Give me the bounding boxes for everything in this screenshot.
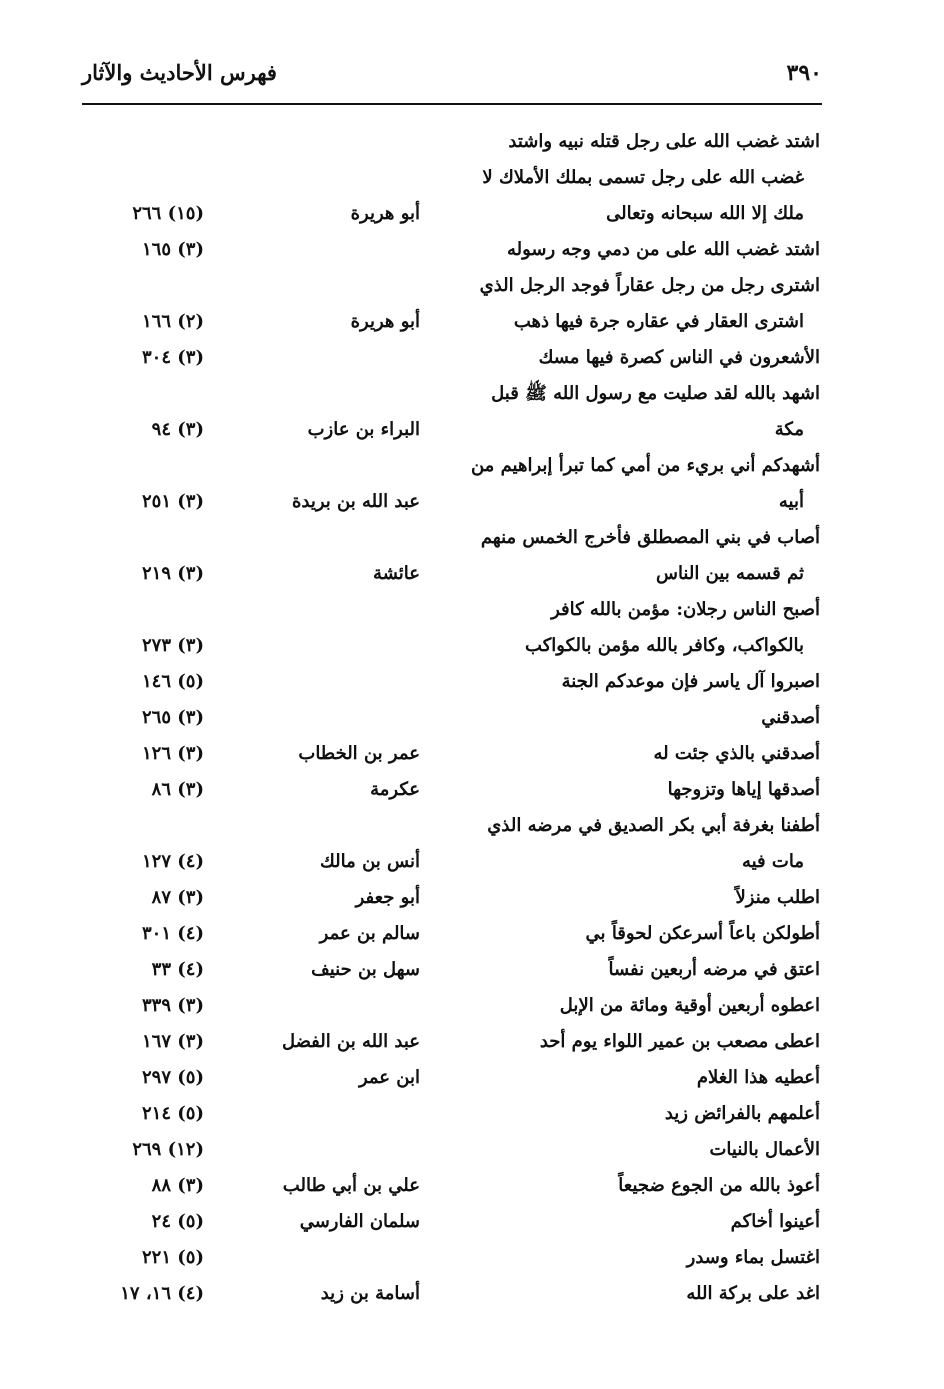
hadith-text: اشهد بالله لقد صليت مع رسول الله ﷺ قبل [491,383,820,404]
entry-line [0,556,944,592]
entry-line [0,1024,944,1060]
index-entry [0,664,944,700]
volume-page-ref: (٤) ٣٣ [151,959,204,980]
volume-page-ref: (٥) ٢٩٧ [141,1067,204,1088]
entry-line [0,1276,944,1312]
index-entry [0,808,944,880]
narrator: سهل بن حنيف [311,959,420,980]
hadith-text: أصدقها إياها وتزوجها [667,779,820,800]
hadith-text: بالكواكب، وكافر بالله مؤمن بالكواكب [525,635,804,656]
entry-line [0,1240,944,1276]
index-entry [0,232,944,268]
index-entry [0,124,944,232]
narrator: عبد الله بن بريدة [291,491,420,512]
entry-line [0,808,944,844]
entry-line [0,736,944,772]
volume-page-ref: (٣) ٨٨ [151,1175,204,1196]
index-entry [0,988,944,1024]
index-entry [0,880,944,916]
index-entry [0,520,944,592]
volume-page-ref: (٣) ٨٦ [151,779,204,800]
hadith-text: أصبح الناس رجلان: مؤمن بالله كافر [551,599,820,620]
entry-line [0,628,944,664]
narrator: عكرمة [370,779,420,800]
entry-line [0,340,944,376]
volume-page-ref: (٥) ٢١٤ [141,1103,204,1124]
hadith-text: أشهدكم أني بريء من أمي كما تبرأ إبراهيم من [470,455,820,476]
hadith-text: أعوذ بالله من الجوع ضجيعاً [618,1175,820,1196]
index-entry [0,1024,944,1060]
hadith-text: أبيه [778,491,804,512]
entry-line [0,1060,944,1096]
hadith-text: اغد على بركة الله [686,1283,820,1304]
entry-line [0,772,944,808]
page-number: ٣٩٠ [786,60,822,86]
hadith-text: مات فيه [741,851,804,872]
entry-line [0,664,944,700]
index-entry [0,1060,944,1096]
volume-page-ref: (٥) ٢٤ [151,1211,204,1232]
hadith-text: اعتق في مرضه أربعين نفساً [608,959,820,980]
index-entry [0,268,944,340]
entry-line [0,232,944,268]
entry-line [0,916,944,952]
index-entry [0,772,944,808]
volume-page-ref: (٣) ٩٤ [151,419,204,440]
index-entry [0,448,944,520]
volume-page-ref: (٣) ٨٧ [151,887,204,908]
index-entry [0,340,944,376]
entry-line [0,592,944,628]
hadith-text: أطولكن باعاً أسرعكن لحوقاً بي [585,923,820,944]
entry-line [0,1168,944,1204]
hadith-text: الأعمال بالنيات [709,1139,820,1160]
hadith-text: أصاب في بني المصطلق فأخرج الخمس منهم [480,527,820,548]
hadith-text: الأشعرون في الناس كصرة فيها مسك [538,347,820,368]
volume-page-ref: (٤) ٣٠١ [141,923,204,944]
index-entry [0,1132,944,1168]
entry-line [0,1204,944,1240]
index-entry [0,700,944,736]
volume-page-ref: (٣) ١٦٥ [141,239,204,260]
volume-page-ref: (٣) ٢١٩ [141,563,204,584]
volume-page-ref: (٣) ٢٦٥ [141,707,204,728]
volume-page-ref: (١٥) ٢٦٦ [132,203,204,224]
narrator: البراء بن عازب [307,419,420,440]
narrator: عائشة [373,563,420,584]
index-entry [0,916,944,952]
narrator: أبو جعفر [355,887,420,908]
entry-line [0,124,944,160]
volume-page-ref: (٣) ١٦٧ [141,1031,204,1052]
entry-line [0,952,944,988]
volume-page-ref: (٣) ٢٥١ [141,491,204,512]
narrator: سلمان الفارسي [299,1211,420,1232]
volume-page-ref: (٣) ١٢٦ [141,743,204,764]
index-entry [0,592,944,664]
volume-page-ref: (١٢) ٢٦٩ [132,1139,204,1160]
hadith-text: غضب الله على رجل تسمى بملك الأملاك لا [482,167,804,188]
entry-line [0,880,944,916]
hadith-text: ثم قسمه بين الناس [655,563,804,584]
narrator: سالم بن عمر [319,923,420,944]
entry-line [0,160,944,196]
entry-line [0,376,944,412]
hadith-text: ملك إلا الله سبحانه وتعالى [606,203,804,224]
volume-page-ref: (٥) ٢٢١ [141,1247,204,1268]
volume-page-ref: (٣) ٣٠٤ [141,347,204,368]
entry-line [0,520,944,556]
page-title: فهرس الأحاديث والآثار [82,60,277,85]
volume-page-ref: (٤) ١٦، ١٧ [120,1283,204,1304]
entry-line [0,268,944,304]
hadith-text: اشترى رجل من رجل عقاراً فوجد الرجل الذي [479,275,820,296]
page-header [82,58,822,98]
volume-page-ref: (٣) ٣٣٩ [141,995,204,1016]
entry-line [0,844,944,880]
index-entry [0,1276,944,1312]
entry-line [0,412,944,448]
entry-line [0,700,944,736]
hadith-text: اطلب منزلاً [735,887,820,908]
hadith-text: اشتد غضب الله على رجل قتله نبيه واشتد [508,131,820,152]
index-entry [0,1168,944,1204]
volume-page-ref: (٤) ١٢٧ [141,851,204,872]
volume-page-ref: (٥) ١٤٦ [141,671,204,692]
index-entry [0,1240,944,1276]
hadith-text: اصبروا آل ياسر فإن موعدكم الجنة [561,671,820,692]
narrator: أبو هريرة [350,311,420,332]
narrator: أبو هريرة [350,203,420,224]
index-entry [0,1204,944,1240]
hadith-text: اعطى مصعب بن عمير اللواء يوم أحد [539,1031,820,1052]
hadith-text: أعطيه هذا الغلام [696,1067,820,1088]
entry-line [0,1096,944,1132]
narrator: عمر بن الخطاب [298,743,420,764]
hadith-text: أطفنا بغرفة أبي بكر الصديق في مرضه الذي [487,815,820,836]
header-rule [82,103,822,105]
entry-line [0,196,944,232]
narrator: ابن عمر [358,1067,420,1088]
volume-page-ref: (٣) ٢٧٣ [141,635,204,656]
hadith-text: اعطوه أربعين أوقية ومائة من الإبل [559,995,820,1016]
index-entry [0,952,944,988]
index-entry [0,1096,944,1132]
volume-page-ref: (٢) ١٦٦ [141,311,204,332]
entry-line [0,448,944,484]
entry-line [0,484,944,520]
entry-line [0,304,944,340]
narrator: أسامة بن زيد [320,1283,420,1304]
narrator: أنس بن مالك [320,851,420,872]
entry-line [0,1132,944,1168]
hadith-text: مكة [774,419,804,440]
narrator: علي بن أبي طالب [282,1175,420,1196]
hadith-text: اغتسل بماء وسدر [686,1247,820,1268]
hadith-text: اشترى العقار في عقاره جرة فيها ذهب [513,311,804,332]
index-entry [0,736,944,772]
hadith-index-list [0,124,944,1312]
hadith-text: أصدقني بالذي جئت له [653,743,820,764]
hadith-text: أعينوا أخاكم [730,1211,820,1232]
narrator: عبد الله بن الفضل [281,1031,420,1052]
hadith-text: أصدقني [761,707,820,728]
hadith-text: اشتد غضب الله على من دمي وجه رسوله [506,239,820,260]
index-entry [0,376,944,448]
entry-line [0,988,944,1024]
hadith-text: أعلمهم بالفرائض زيد [664,1103,820,1124]
